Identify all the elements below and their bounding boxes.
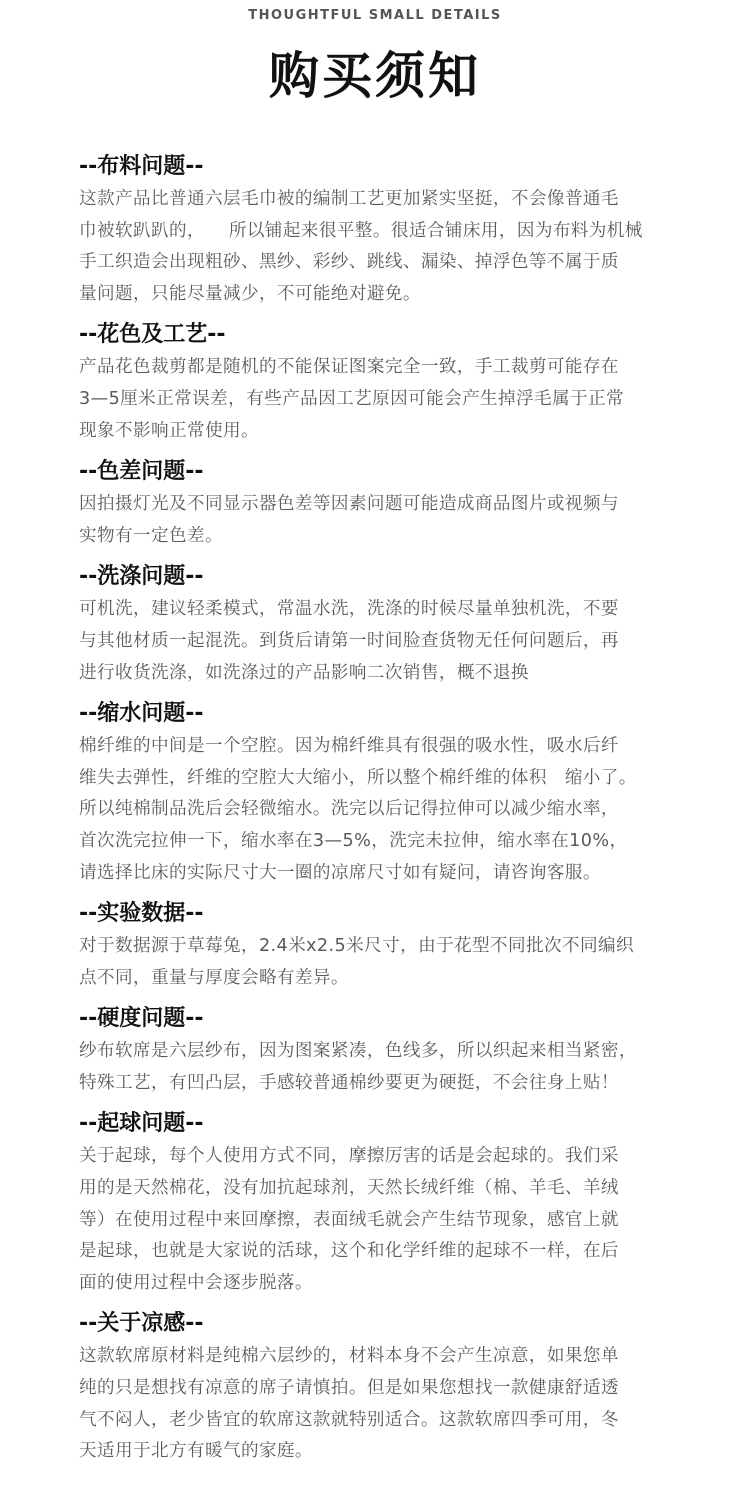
section-body-line: 维失去弹性，纤维的空腔大大缩小，所以整个棉纤维的体积 缩小了。 [79, 767, 637, 788]
section-body-line: 用的是天然棉花，没有加抗起球剂，天然长绒纤维（棉、羊毛、羊绒 [79, 1178, 619, 1199]
section-heading: --关于凉感-- [79, 1311, 204, 1337]
notice-sections [79, 152, 699, 1478]
section-body-line: 首次洗完拉伸一下，缩水率在3—5%，洗完未拉伸，缩水率在10%， [79, 830, 628, 851]
section-body [79, 1036, 699, 1099]
section-heading: --洗涤问题-- [79, 564, 204, 590]
section-body [79, 184, 699, 310]
section-body-line: 棉纤维的中间是一个空腔。因为棉纤维具有很强的吸水性，吸水后纤 [79, 736, 619, 757]
section-heading: --花色及工艺-- [79, 322, 226, 348]
section-body-line: 是起球，也就是大家说的活球，这个和化学纤维的起球不一样，在后 [79, 1241, 619, 1262]
section-body-line: 纱布软席是六层纱布，因为图案紧凑，色线多，所以织起来相当紧密， [79, 1041, 637, 1062]
section-body-line: 气不闷人，老少皆宜的软席这款就特别适合。这款软席四季可用，冬 [79, 1409, 619, 1430]
notice-section [79, 1309, 699, 1467]
section-body-line: 可机洗，建议轻柔模式，常温水洗，洗涤的时候尽量单独机洗，不要 [79, 599, 619, 620]
section-body-line: 进行收货洗涤，如洗涤过的产品影响二次销售，概不退换 [79, 662, 529, 683]
section-body-line: 现象不影响正常使用。 [79, 420, 259, 441]
section-body-line: 等）在使用过程中来回摩擦，表面绒毛就会产生结节现象，感官上就 [79, 1209, 619, 1230]
section-body [79, 731, 699, 889]
section-body-line: 请选择比床的实际尺寸大一圈的凉席尺寸如有疑问，请咨询客服。 [79, 862, 601, 883]
notice-section [79, 320, 699, 447]
notice-section [79, 1004, 699, 1099]
section-body-line: 关于起球，每个人使用方式不同，摩擦厉害的话是会起球的。我们采 [79, 1146, 619, 1167]
notice-section [79, 457, 699, 552]
section-body [79, 489, 699, 552]
section-heading: --实验数据-- [79, 901, 204, 927]
notice-section [79, 699, 699, 889]
page-title: 购买须知 [269, 47, 481, 105]
section-heading: --起球问题-- [79, 1111, 204, 1137]
notice-section [79, 899, 699, 994]
notice-section [79, 152, 699, 310]
section-body-line: 产品花色裁剪都是随机的不能保证图案完全一致，手工裁剪可能存在 [79, 357, 619, 378]
section-body-line: 天适用于北方有暖气的家庭。 [79, 1441, 313, 1462]
eyebrow-caption: THOUGHTFUL SMALL DETAILS [248, 8, 502, 23]
section-body-line: 因拍摄灯光及不同显示器色差等因素问题可能造成商品图片或视频与 [79, 494, 619, 515]
section-body [79, 594, 699, 689]
section-body [79, 1141, 699, 1299]
section-body-line: 这款产品比普通六层毛巾被的编制工艺更加紧实坚挺，不会像普通毛 [79, 189, 619, 209]
notice-section [79, 562, 699, 689]
section-body [79, 352, 699, 447]
section-body-line: 手工织造会出现粗砂、黑纱、彩纱、跳线、漏染、掉浮色等不属于质 [79, 252, 619, 273]
section-body-line: 量问题，只能尽量减少，不可能绝对避免。 [79, 283, 421, 304]
section-body-line: 对于数据源于草莓兔，2.4米x2.5米尺寸，由于花型不同批次不同编织 [79, 936, 635, 957]
section-heading: --缩水问题-- [79, 701, 204, 727]
section-body-line: 巾被软趴趴的， 所以铺起来很平整。很适合铺床用，因为布料为机械 [79, 220, 643, 241]
section-body-line: 面的使用过程中会逐步脱落。 [79, 1272, 313, 1293]
section-body-line: 所以纯棉制品洗后会轻微缩水。洗完以后记得拉伸可以减少缩水率， [79, 799, 619, 820]
section-body-line: 这款软席原材料是纯棉六层纱的，材料本身不会产生凉意，如果您单 [79, 1346, 619, 1367]
section-body-line: 纯的只是想找有凉意的席子请慎拍。但是如果您想找一款健康舒适透 [79, 1378, 619, 1399]
section-body [79, 1341, 699, 1467]
section-body-line: 与其他材质一起混洗。到货后请第一时间脸查货物无任何问题后，再 [79, 630, 619, 651]
section-body [79, 931, 699, 994]
section-body-line: 点不同，重量与厚度会略有差异。 [79, 967, 349, 988]
notice-section [79, 1109, 699, 1299]
section-heading: --硬度问题-- [79, 1006, 204, 1032]
section-body-line: 3—5厘米正常误差，有些产品因工艺原因可能会产生掉浮毛属于正常 [79, 388, 625, 409]
section-heading: --布料问题-- [79, 154, 204, 179]
section-body-line: 实物有一定色差。 [79, 525, 223, 546]
section-body-line: 特殊工艺，有凹凸层，手感较普通棉纱要更为硬挺，不会往身上贴！ [79, 1072, 619, 1093]
section-heading: --色差问题-- [79, 459, 204, 485]
